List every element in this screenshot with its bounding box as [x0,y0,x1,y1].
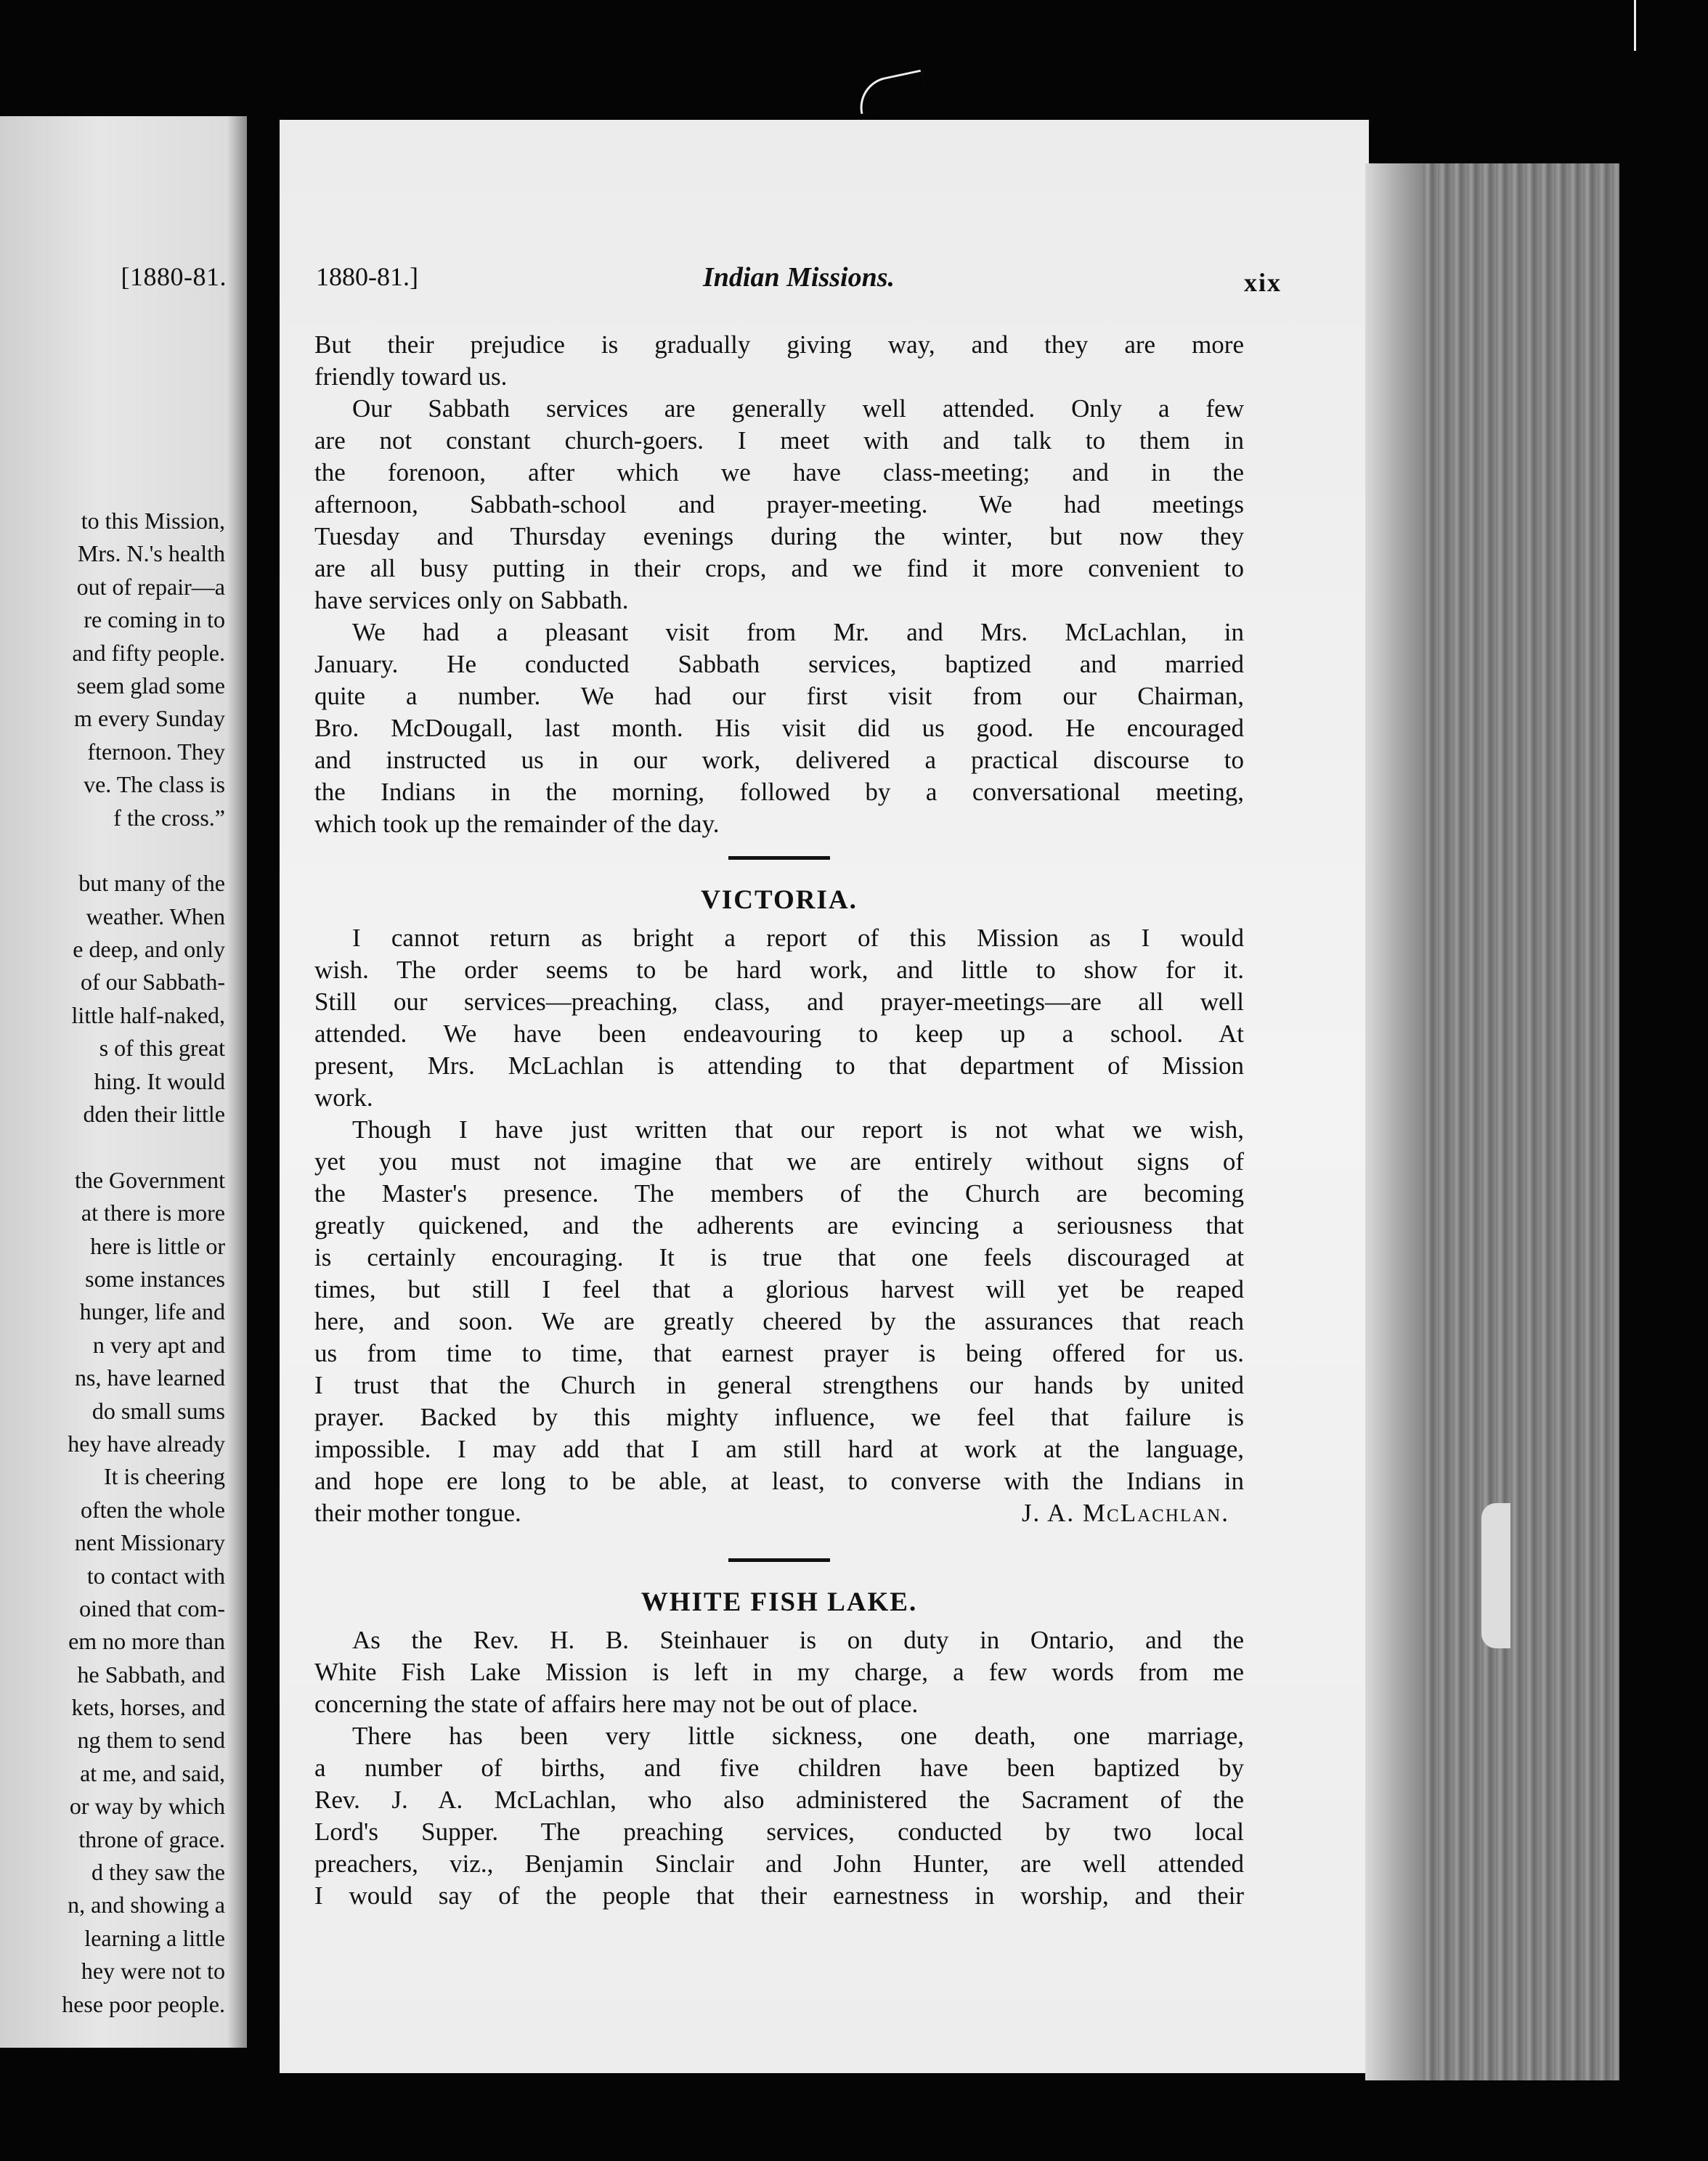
text-line: work. [314,1083,373,1112]
text-line: I trust that the Church in general strengthens our hands by united [314,1371,1244,1399]
page-number: xix [1243,268,1282,297]
text-line: are not constant church-goers. I meet with and talk to them in [314,426,1244,455]
left-page-line: f the cross.” [113,804,225,831]
left-page-line: oined that com- [79,1595,225,1621]
text-line: prayer. Backed by this mighty influence, we feel that failure is [314,1403,1244,1431]
left-page-line: kets, horses, and [71,1694,225,1721]
text-line: their mother tongue. [314,1499,521,1527]
left-page-line: out of repair—a [76,573,225,600]
left-page-line: dden their little [83,1101,225,1128]
left-page-line: d they saw the [92,1859,225,1886]
left-page-line: weather. When [86,903,225,929]
text-line: the Indians in the morning, followed by a conversational meeting, [314,778,1244,806]
left-page-line: em no more than [68,1628,225,1655]
section-white-fish-lake [314,1624,1244,1912]
text-line: afternoon, Sabbath-school and prayer-meeting. We had meetings [314,490,1244,518]
left-page-line: he Sabbath, and [77,1661,225,1688]
left-page [0,116,247,2048]
text-line: Still our services—preaching, class, and prayer-meetings—are all well [314,988,1244,1016]
left-page-line: It is cheering [103,1463,225,1490]
text-line: the forenoon, after which we have class-meeting; and in the [314,458,1244,487]
text-line: concerning the state of affairs here may not be out of place. [314,1690,919,1718]
text-line: Our Sabbath services are generally well attended. Only a few [352,394,1244,423]
text-line: here, and soon. We are greatly cheered by the assurances that reach [314,1307,1244,1335]
text-line: wish. The order seems to be hard work, and little to show for it. [314,956,1244,984]
left-page-line: re coming in to [84,606,225,633]
text-line: present, Mrs. McLachlan is attending to that department of Mission [314,1051,1244,1080]
header-title: Indian Missions. [702,262,895,293]
left-page-line: at me, and said, [80,1759,225,1786]
text-line: Bro. McDougall, last month. His visit did us good. He encouraged [314,714,1244,742]
text-line: Rev. J. A. McLachlan, who also administered the Sacrament of the [314,1786,1244,1814]
text-line: is certainly encouraging. It is true that one feels discouraged at [314,1243,1244,1271]
left-page-line: the Government [74,1166,225,1193]
film-scratch [855,70,927,114]
heading-victoria: VICTORIA. [701,885,858,915]
text-line: greatly quickened, and the adherents are evincing a seriousness that [314,1211,1244,1240]
left-page-line: do small sums [92,1397,225,1424]
left-page-line: n very apt and [92,1331,225,1358]
left-page-header: [1880-81. [121,262,227,291]
left-page-line: at there is more [81,1200,225,1226]
text-line: January. He conducted Sabbath services, baptized and married [314,650,1244,678]
text-line: There has been very little sickness, one death, one marriage, [352,1722,1244,1750]
left-page-line: little half-naked, [71,1001,225,1028]
text-line: us from time to time, that earnest prayer is being offered for us. [314,1339,1244,1367]
text-line: a number of births, and five children have been baptized by [314,1754,1244,1782]
text-line: But their prejudice is gradually giving way, and they are more [314,330,1244,359]
left-page-line: often the whole [80,1496,225,1523]
text-line: and instructed us in our work, delivered a practical discourse to [314,746,1244,774]
text-line: yet you must not imagine that we are entirely without signs of [314,1147,1244,1176]
text-line: White Fish Lake Mission is left in my charge, a few words from me [314,1658,1244,1686]
left-page-line: but many of the [78,870,225,897]
header-year: 1880-81.] [316,262,418,291]
text-line: impossible. I may add that I am still hard at work at the language, [314,1435,1244,1463]
left-page-line: learning a little [84,1924,225,1951]
film-scratch [1634,0,1636,51]
heading-white-fish-lake: WHITE FISH LAKE. [640,1587,918,1617]
left-page-line: of our Sabbath- [80,969,225,996]
left-page-line: and fifty people. [72,639,225,666]
text-line: I would say of the people that their earnestness in worship, and their [314,1881,1244,1910]
text-line: We had a pleasant visit from Mr. and Mrs. McLachlan, in [352,618,1244,646]
left-page-line: seem glad some [76,672,225,699]
text-line: I cannot return as bright a report of this Mission as I would [352,924,1244,952]
left-page-line: ve. The class is [84,771,225,798]
left-page-line: throne of grace. [78,1826,225,1852]
text-line: have services only on Sabbath. [314,586,629,614]
text-line: preachers, viz., Benjamin Sinclair and John Hunter, are well attended [314,1849,1244,1878]
left-page-line: here is little or [90,1232,225,1259]
text-line: As the Rev. H. B. Steinhauer is on duty in Ontario, and the [352,1626,1244,1654]
text-line: are all busy putting in their crops, and we find it more convenient to [314,554,1244,582]
left-page-line: nent Missionary [74,1529,225,1556]
left-page-line: fternoon. They [87,738,225,765]
page-edge-gap [1481,1503,1510,1648]
body-text [314,329,1244,1912]
section-divider [728,1558,830,1562]
left-page-line: Mrs. N.'s health [77,540,225,567]
left-page-line: to this Mission, [81,508,225,534]
section-divider [728,856,830,860]
text-line: Tuesday and Thursday evenings during the winter, but now they [314,522,1244,550]
text-line: times, but still I feel that a glorious harvest will yet be reaped [314,1275,1244,1303]
left-page-line: hing. It would [94,1067,225,1094]
page-edge-shadow [1365,163,1423,2080]
text-line: quite a number. We had our first visit from our Chairman, [314,682,1244,710]
left-page-separator [0,1131,225,1163]
left-page-line: s of this great [99,1035,225,1062]
text-line: the Master's presence. The members of the Church are becoming [314,1179,1244,1208]
signature: J. A. McLachlan. [1021,1499,1229,1527]
left-page-line: or way by which [69,1793,225,1820]
left-page-line: ns, have learned [74,1364,225,1391]
text-line: attended. We have been endeavouring to keep up a school. At [314,1020,1244,1048]
left-page-text [0,505,225,2021]
left-page-line: ng them to send [77,1727,225,1754]
left-page-line: hey were not to [81,1958,225,1985]
text-line: Though I have just written that our report is not what we wish, [352,1115,1244,1144]
left-page-line: e deep, and only [73,936,225,963]
right-page [280,120,1369,2073]
left-page-line: to contact with [86,1562,225,1589]
left-page-line: hunger, life and [79,1298,225,1325]
text-line: friendly toward us. [314,362,508,391]
section-intro [314,329,1244,840]
section-victoria [314,922,1244,1529]
page-header [316,261,1282,305]
left-page-separator [0,834,225,867]
left-page-line: n, and showing a [68,1892,225,1918]
text-line: and hope ere long to be able, at least, to converse with the Indians in [314,1467,1244,1495]
left-page-line: some instances [85,1265,225,1292]
left-page-line: hey have already [68,1430,225,1457]
text-line: which took up the remainder of the day. [314,810,720,838]
text-line: Lord's Supper. The preaching services, conducted by two local [314,1818,1244,1846]
left-page-line: m every Sunday [74,705,225,732]
left-page-line: hese poor people. [62,1990,225,2017]
